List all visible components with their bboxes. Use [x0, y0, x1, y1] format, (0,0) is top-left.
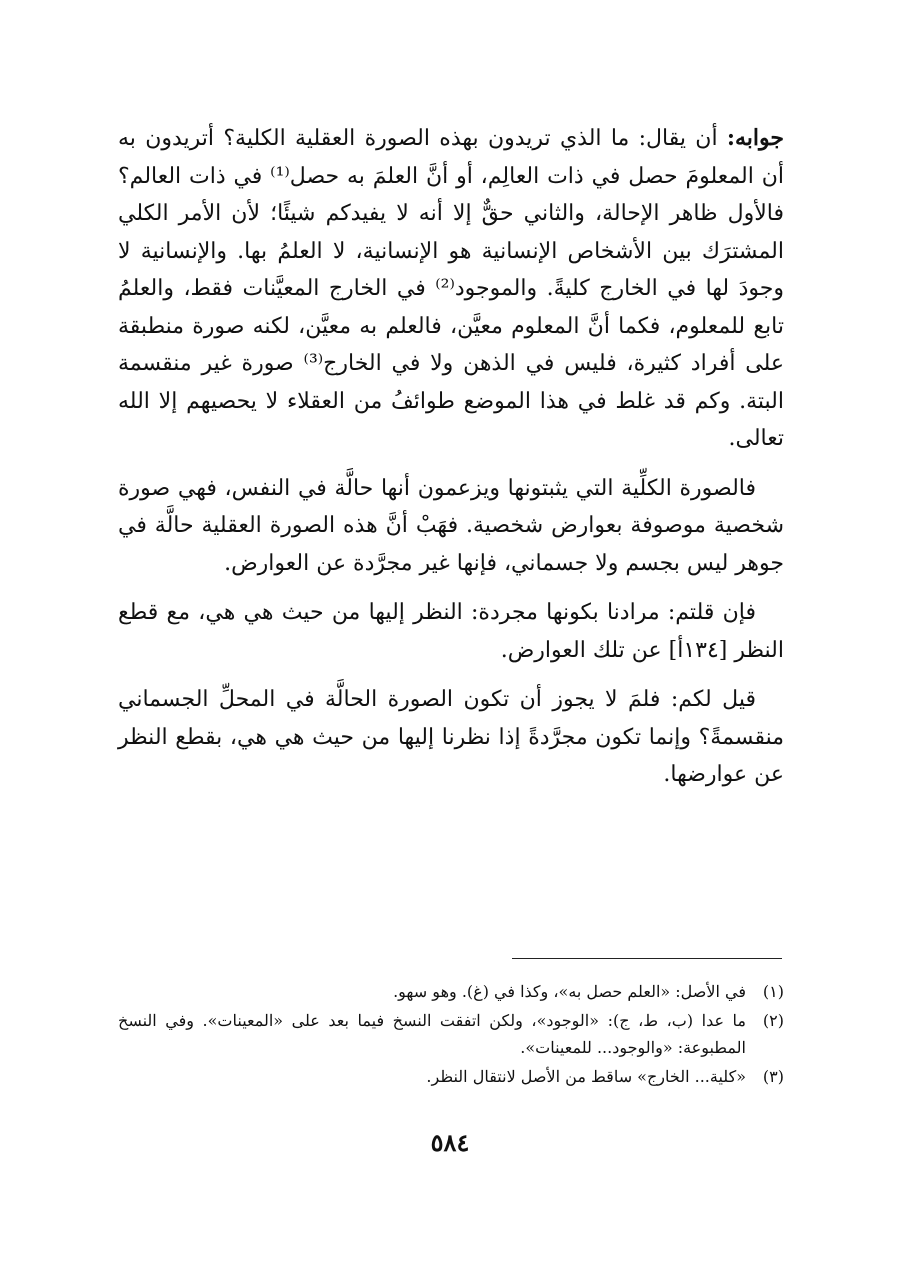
footnote-text: ما عدا (ب، ط، ج): «الوجود»، ولكن اتفقت النسخ فيما بعد على «المعينات». وفي النسخ المطبوعة: «والوجود... للمعينات». — [118, 1011, 746, 1057]
paragraph-gap — [118, 669, 784, 681]
footnote-number: (٢) — [762, 1011, 784, 1030]
answer-lead: جوابه: — [726, 125, 784, 151]
paragraph-answer — [118, 120, 784, 458]
paragraph-gap — [118, 458, 784, 470]
footnote-separator — [512, 958, 782, 959]
footnote-text: في الأصل: «العلم حصل به»، وكذا في (غ). وهو سهو. — [393, 982, 746, 1001]
footnote-number: (١) — [762, 982, 784, 1001]
page-number: ٥٨٤ — [430, 1128, 470, 1157]
footnote — [118, 978, 784, 1005]
answer-text: أن يقال: ما الذي تريدون بهذه الصورة العقلية الكلية؟ أتريدون به أن المعلومَ حصل في ذات العالِم، أو أنَّ العلمَ به حصل⁽¹⁾ في ذات العالم؟ فالأول ظاهر الإحالة، والثاني حقٌّ إلا أنه لا يفيدكم شيئًا؛ لأن الأمر الكلي المشترَك بين الأشخاص الإنسانية هو الإنسانية، لا العلمُ بها. والإنسانية لا وجودَ لها في الخارج كليةً. والموجود⁽²⁾ في الخارج المعيَّنات فقط، والعلمُ تابع للمعلوم، فكما أنَّ المعلوم معيَّن، فالعلم به معيَّن، لكنه صورة منطبقة على أفراد كثيرة، فليس في الذهن ولا في الخارج⁽³⁾ صورة غير منقسمة البتة. وكم قد غلط في هذا الموضع طوائفُ من العقلاء لا يحصيهم إلا الله تعالى. — [118, 126, 784, 451]
footnotes — [118, 978, 784, 1092]
paragraph-objection: فإن قلتم: مرادنا بكونها مجردة: النظر إليها من حيث هي هي، مع قطع النظر [١٣٤أ] عن تلك العوارض. — [118, 600, 784, 663]
footnote — [118, 1007, 784, 1061]
paragraph-universal-form: فالصورة الكلِّية التي يثبتونها ويزعمون أنها حالَّة في النفس، فهي صورة شخصية موصوفة بعوارض شخصية. فهَبْ أنَّ هذه الصورة العقلية حالَّة في جوهر ليس بجسم ولا جسماني، فإنها غير مجرَّدة عن العوارض. — [118, 475, 784, 576]
paragraph-reply: قيل لكم: فلمَ لا يجوز أن تكون الصورة الحالَّة في المحلِّ الجسماني منقسمةً؟ وإنما تكون مجرَّدةً إذا نظرنا إليها من حيث هي هي، بقطع النظر عن عوارضها. — [118, 687, 784, 787]
paragraph-gap — [118, 582, 784, 594]
main-text — [118, 120, 784, 794]
footnote — [118, 1063, 784, 1090]
footnote-text: «كلية... الخارج» ساقط من الأصل لانتقال النظر. — [426, 1067, 746, 1086]
footnote-number: (٣) — [762, 1067, 784, 1086]
